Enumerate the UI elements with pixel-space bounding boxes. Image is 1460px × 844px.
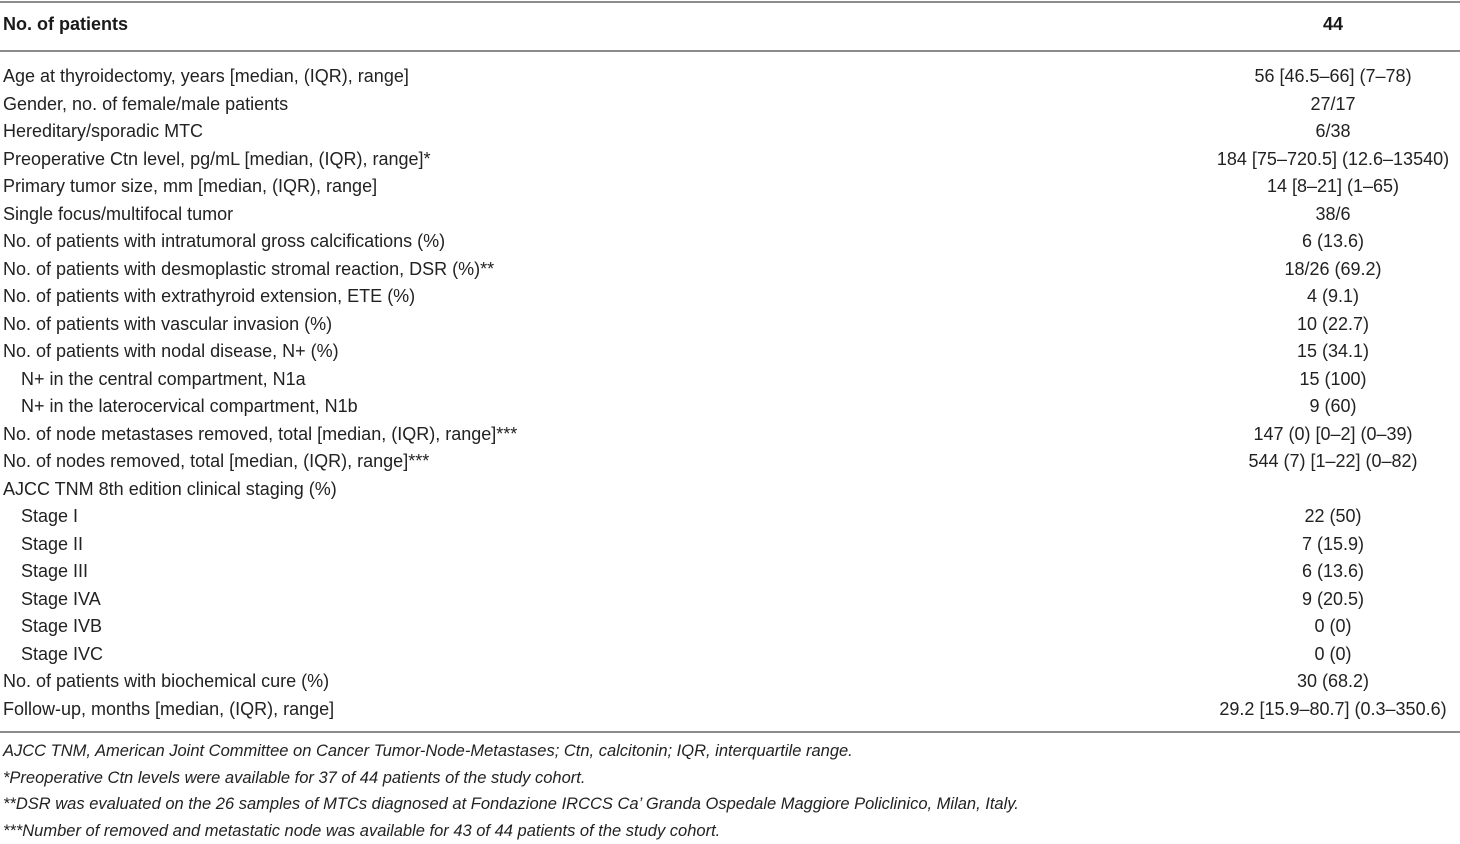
table-row [0, 118, 1460, 146]
row-value: 6 (13.6) [1196, 228, 1460, 256]
table-row [0, 393, 1460, 421]
row-label: Stage IVC [21, 641, 103, 669]
row-label: Follow-up, months [median, (IQR), range] [3, 696, 334, 724]
table-body [0, 63, 1460, 723]
row-label: No. of patients with nodal disease, N+ (%) [3, 338, 339, 366]
row-value: 29.2 [15.9–80.7] (0.3–350.6) [1196, 696, 1460, 724]
table-row [0, 531, 1460, 559]
table-row [0, 283, 1460, 311]
table-footnotes [3, 738, 1453, 844]
table-row [0, 558, 1460, 586]
table-row [0, 448, 1460, 476]
row-label: No. of patients with vascular invasion (%) [3, 311, 332, 339]
table-row [0, 586, 1460, 614]
table-row [0, 366, 1460, 394]
header-label: No. of patients [3, 14, 128, 35]
footnote: *Preoperative Ctn levels were available for 37 of 44 patients of the study cohort. [3, 765, 1453, 792]
table-row [0, 311, 1460, 339]
row-value: 9 (20.5) [1196, 586, 1460, 614]
row-value: 27/17 [1196, 91, 1460, 119]
table-row [0, 91, 1460, 119]
row-label: Age at thyroidectomy, years [median, (IQR), range] [3, 63, 409, 91]
footnote: ***Number of removed and metastatic node was available for 43 of 44 patients of the study cohort. [3, 818, 1453, 844]
header-value: 44 [1206, 14, 1460, 35]
table-row [0, 613, 1460, 641]
row-value: 6 (13.6) [1196, 558, 1460, 586]
table-row [0, 146, 1460, 174]
table-row [0, 503, 1460, 531]
row-value: 544 (7) [1–22] (0–82) [1196, 448, 1460, 476]
table-row [0, 201, 1460, 229]
row-value: 184 [75–720.5] (12.6–13540) [1196, 146, 1460, 174]
row-value: 4 (9.1) [1196, 283, 1460, 311]
row-value: 6/38 [1196, 118, 1460, 146]
row-label: No. of patients with intratumoral gross calcifications (%) [3, 228, 445, 256]
row-label: Hereditary/sporadic MTC [3, 118, 203, 146]
table-top-rule [0, 1, 1460, 3]
table-row [0, 476, 1460, 504]
row-label: No. of patients with desmoplastic stromal reaction, DSR (%)** [3, 256, 494, 284]
row-value: 0 (0) [1196, 613, 1460, 641]
table-row [0, 641, 1460, 669]
table-row [0, 228, 1460, 256]
row-value: 14 [8–21] (1–65) [1196, 173, 1460, 201]
row-label: No. of patients with biochemical cure (%) [3, 668, 329, 696]
footnote: AJCC TNM, American Joint Committee on Cancer Tumor-Node-Metastases; Ctn, calcitonin; IQR, interquartile range. [3, 738, 1453, 765]
row-value: 18/26 (69.2) [1196, 256, 1460, 284]
row-label: Stage II [21, 531, 83, 559]
table-header-row [0, 14, 1460, 40]
table-row [0, 256, 1460, 284]
table-header-rule [0, 50, 1460, 52]
table-row [0, 173, 1460, 201]
table-bottom-rule [0, 731, 1460, 733]
table-row [0, 338, 1460, 366]
row-label: Stage III [21, 558, 88, 586]
row-label: Stage I [21, 503, 78, 531]
row-label: Gender, no. of female/male patients [3, 91, 288, 119]
row-value: 38/6 [1196, 201, 1460, 229]
row-label: No. of node metastases removed, total [median, (IQR), range]*** [3, 421, 517, 449]
row-label: Preoperative Ctn level, pg/mL [median, (IQR), range]* [3, 146, 431, 174]
row-value: 7 (15.9) [1196, 531, 1460, 559]
row-value: 15 (34.1) [1196, 338, 1460, 366]
row-label: Primary tumor size, mm [median, (IQR), range] [3, 173, 377, 201]
row-value: 30 (68.2) [1196, 668, 1460, 696]
row-label: Single focus/multifocal tumor [3, 201, 233, 229]
row-value: 10 (22.7) [1196, 311, 1460, 339]
table-row [0, 421, 1460, 449]
row-label: No. of nodes removed, total [median, (IQR), range]*** [3, 448, 429, 476]
row-label: Stage IVA [21, 586, 101, 614]
row-value: 22 (50) [1196, 503, 1460, 531]
row-value: 147 (0) [0–2] (0–39) [1196, 421, 1460, 449]
row-label: Stage IVB [21, 613, 102, 641]
row-label: AJCC TNM 8th edition clinical staging (%) [3, 476, 337, 504]
row-label: No. of patients with extrathyroid extension, ETE (%) [3, 283, 415, 311]
row-label: N+ in the laterocervical compartment, N1b [21, 393, 358, 421]
row-value: 15 (100) [1196, 366, 1460, 394]
table-row [0, 668, 1460, 696]
row-value: 0 (0) [1196, 641, 1460, 669]
row-value: 9 (60) [1196, 393, 1460, 421]
row-value: 56 [46.5–66] (7–78) [1196, 63, 1460, 91]
table-row [0, 63, 1460, 91]
table-row [0, 696, 1460, 724]
row-label: N+ in the central compartment, N1a [21, 366, 306, 394]
footnote: **DSR was evaluated on the 26 samples of MTCs diagnosed at Fondazione IRCCS Ca’ Granda Ospedale Maggiore Policlinico, Milan, Italy. [3, 791, 1453, 818]
